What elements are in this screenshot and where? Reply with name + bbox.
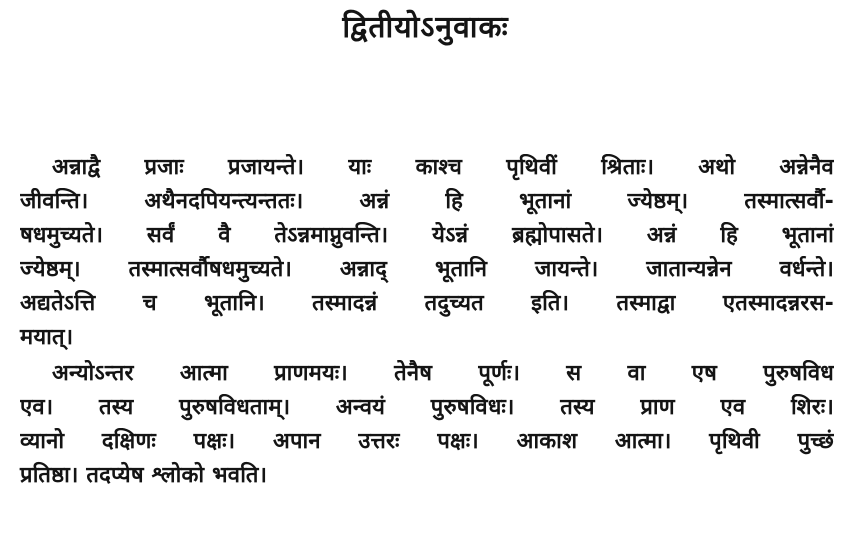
paragraph-2-line-1: अन्योऽन्तर आत्मा प्राणमयः। तेनैष पूर्णः। स वा एष पुरुषविध bbox=[52, 361, 834, 386]
paragraph-1-line-2: जीवन्ति। अथैनदपियन्त्यन्ततः। अन्नं हि भूतानां ज्येष्ठम्। तस्मात्सर्वौ- bbox=[20, 189, 834, 214]
paragraph-2-line-2: एव। तस्य पुरुषविधताम्। अन्वयं पुरुषविधः। तस्य प्राण एव शिरः। bbox=[20, 395, 834, 420]
paragraph-1-line-5: अद्यतेऽत्ति च भूतानि। तस्मादन्नं तदुच्यत इति। तस्माद्वा एतस्मादन्नरस- bbox=[20, 291, 834, 316]
paragraph-1-line-1: अन्नाद्वै प्रजाः प्रजायन्ते। याः काश्च पृथिवीं श्रिताः। अथो अन्नेनैव bbox=[52, 155, 834, 180]
paragraph-2-line-4: प्रतिष्ठा। तदप्येष श्लोको भवति। bbox=[20, 463, 268, 488]
paragraph-1-line-3: षधमुच्यते। सर्वं वै तेऽन्नमाप्नुवन्ति। येऽन्नं ब्रह्मोपासते। अन्नं हि भूतानां bbox=[20, 223, 834, 248]
paragraph-1-line-4: ज्येष्ठम्। तस्मात्सर्वौषधमुच्यते। अन्नाद् भूतानि जायन्ते। जातान्यन्नेन वर्धन्ते। bbox=[20, 257, 834, 282]
paragraph-1-line-6: मयात्। bbox=[20, 325, 74, 350]
section-heading: द्वितीयोऽनुवाकः bbox=[342, 10, 509, 45]
paragraph-2-line-3: व्यानो दक्षिणः पक्षः। अपान उत्तरः पक्षः। आकाश आत्मा। पृथिवी पुच्छं bbox=[20, 429, 834, 454]
